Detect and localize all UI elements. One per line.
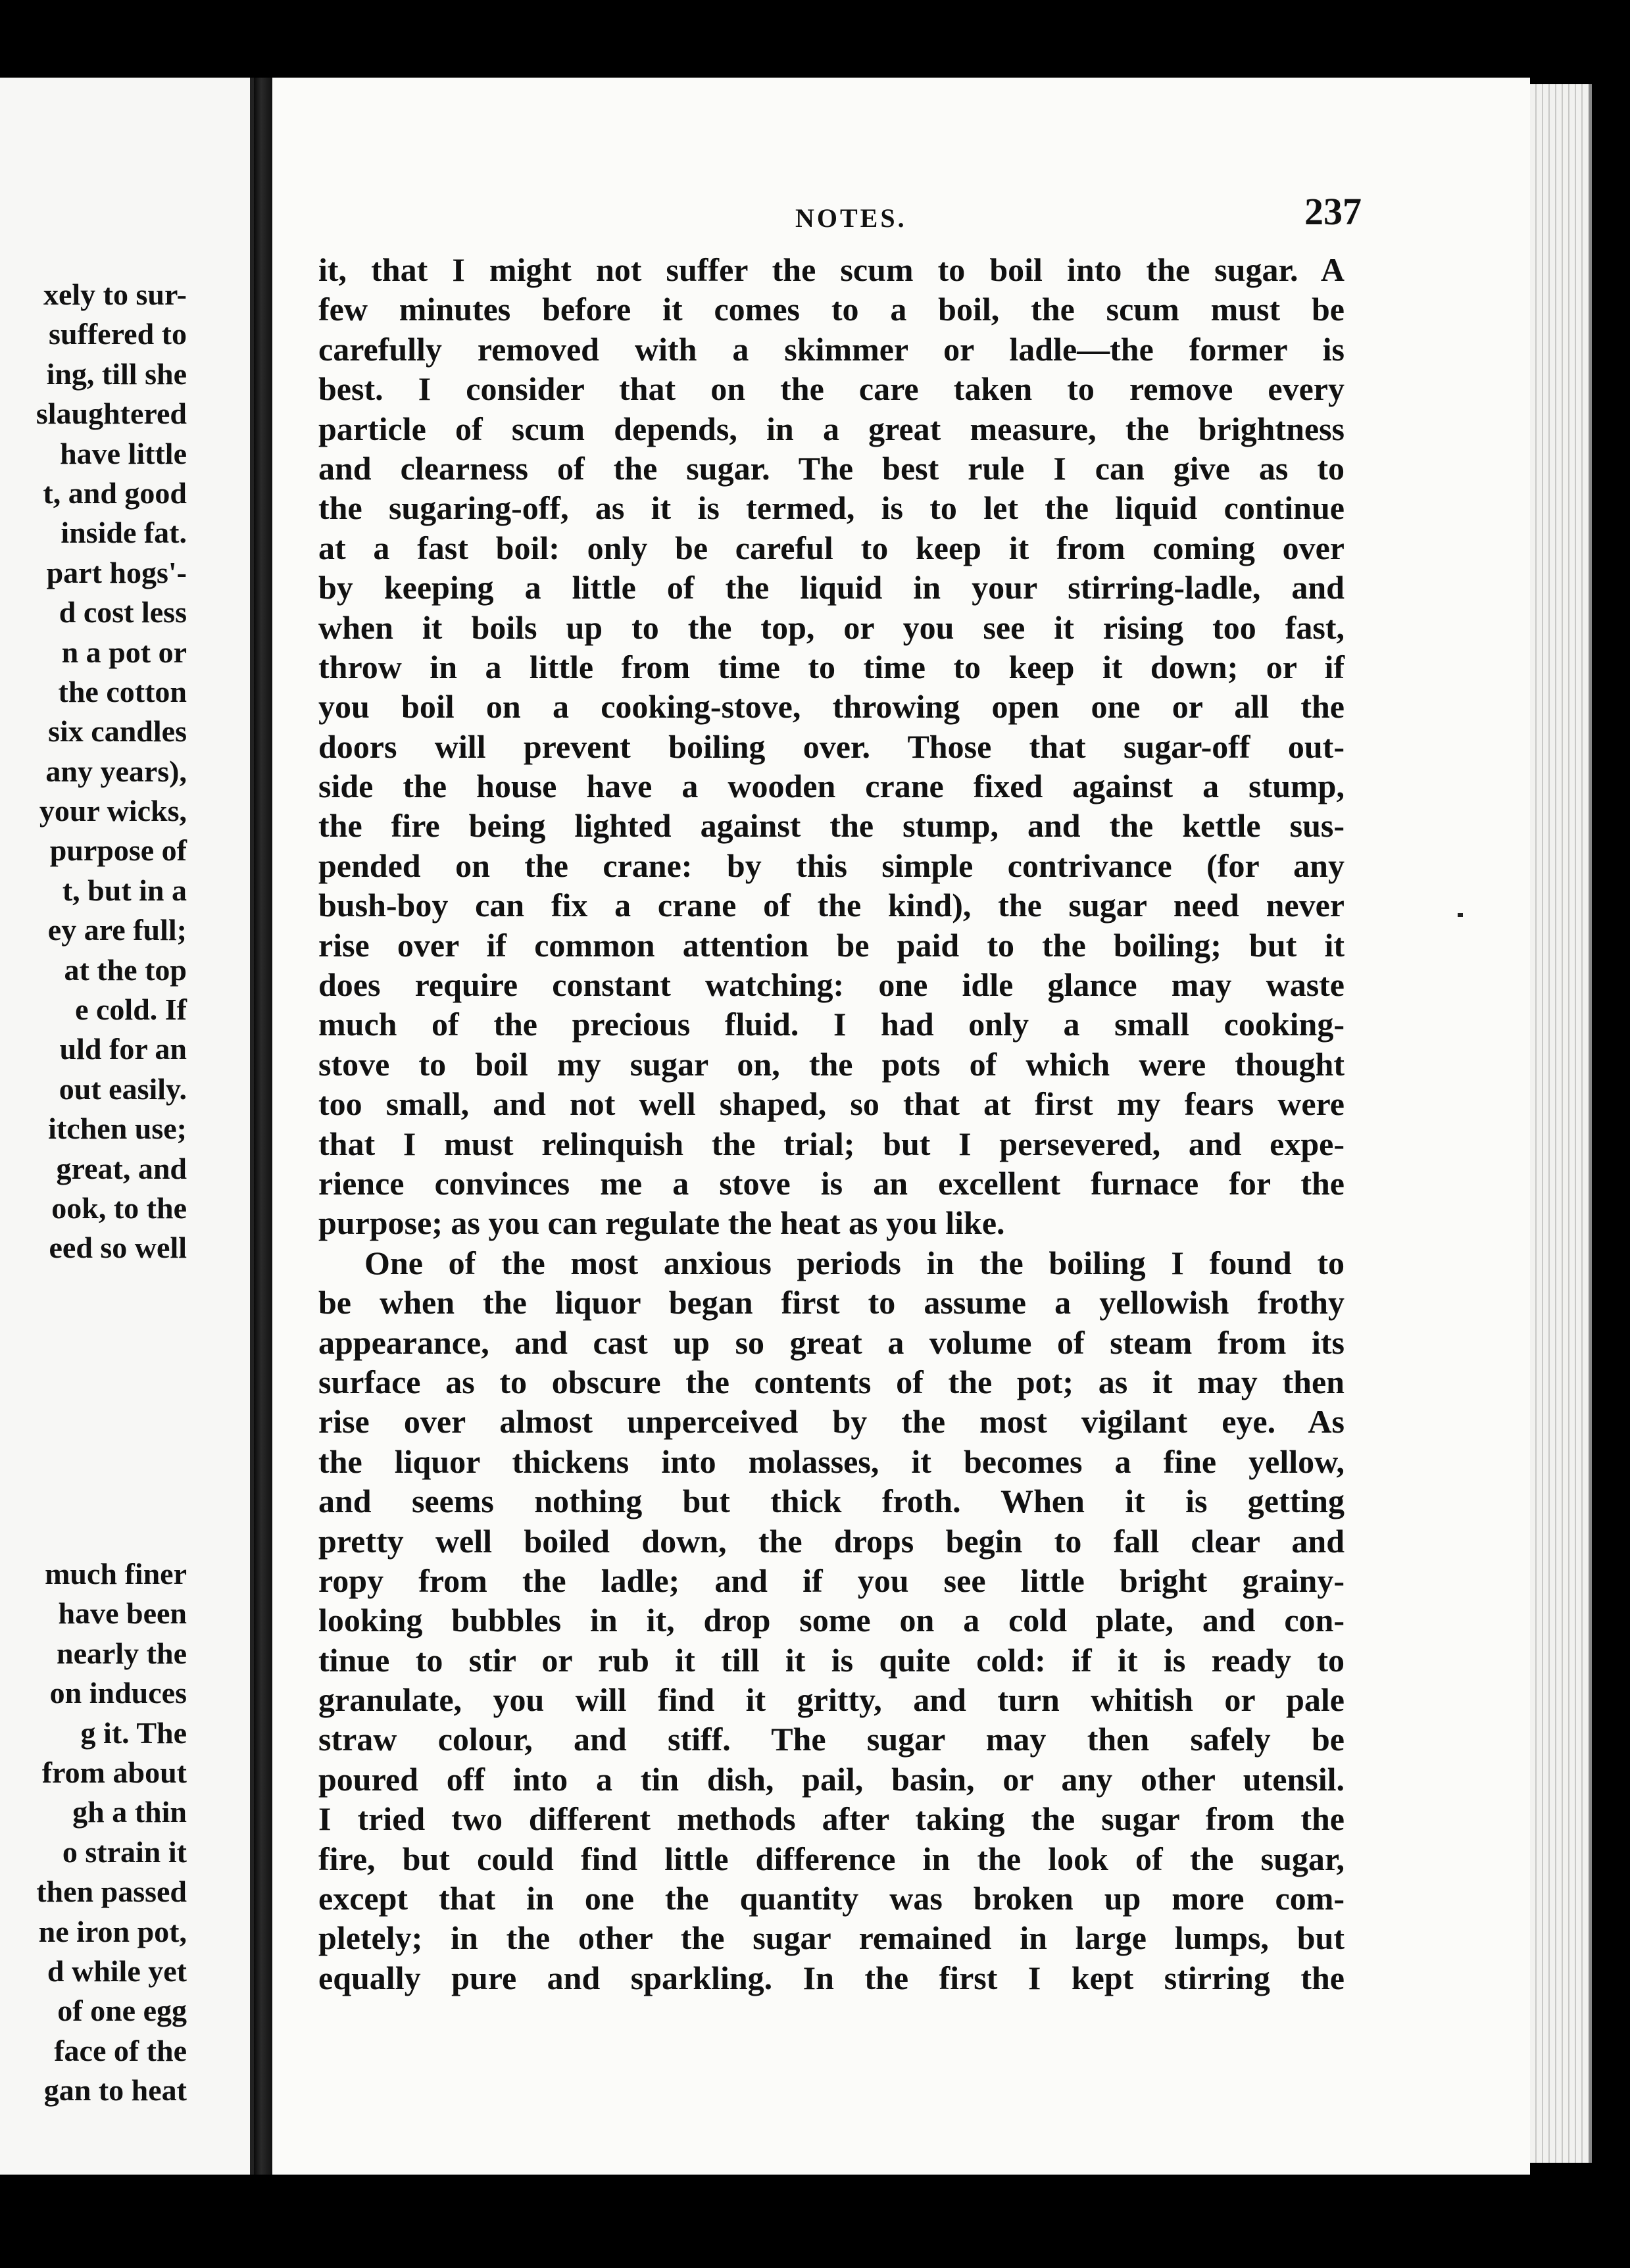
left-page-text-top xyxy=(0,275,250,1268)
left-page-line: purpose of xyxy=(49,833,187,868)
text-line: pretty well boiled down, the drops begin to fall clear and xyxy=(318,1522,1345,1560)
text-line: particle of scum depends, in a great measure, the brightness xyxy=(318,410,1345,447)
text-line: rise over almost unperceived by the most vigilant eye. As xyxy=(318,1403,1345,1441)
running-head: NOTES. xyxy=(795,203,907,233)
left-page-line: part hogs'- xyxy=(46,555,187,589)
left-page-line: n a pot or xyxy=(61,635,187,669)
left-page-line: great, and xyxy=(56,1151,187,1185)
left-page-line: have been xyxy=(58,1596,187,1631)
left-page-line: gh a thin xyxy=(72,1795,187,1829)
left-page-line: of one egg xyxy=(57,1994,187,2028)
left-page-line: t, and good xyxy=(43,476,187,510)
left-page-line: the cotton xyxy=(58,674,187,708)
left-page-line: from about xyxy=(41,1755,187,1789)
text-line: the fire being lighted against the stump, and the kettle sus- xyxy=(318,807,1345,845)
text-line: carefully removed with a skimmer or ladle—the former is xyxy=(318,330,1345,368)
left-page-line: eed so well xyxy=(49,1231,187,1265)
text-line: ropy from the ladle; and if you see little bright grainy- xyxy=(318,1562,1345,1599)
text-line: you boil on a cooking-stove, throwing open one or all the xyxy=(318,688,1345,726)
left-page-line: have little xyxy=(60,436,187,470)
left-page-line: xely to sur- xyxy=(43,278,187,311)
left-page-line: any years), xyxy=(45,754,187,788)
left-page-line: at the top xyxy=(64,952,187,987)
text-line: by keeping a little of the liquid in your stirring-ladle, and xyxy=(318,569,1345,606)
text-line: doors will prevent boiling over. Those that sugar-off out- xyxy=(318,727,1345,765)
left-page-line: d cost less xyxy=(59,595,187,629)
text-line: stove to boil my sugar on, the pots of which were thought xyxy=(318,1045,1345,1083)
text-line: the liquor thickens into molasses, it becomes a fine yellow, xyxy=(318,1442,1345,1480)
left-page-line: much finer xyxy=(45,1557,187,1590)
text-line: and seems nothing but thick froth. When it is getting xyxy=(318,1483,1345,1520)
stray-mark xyxy=(1458,913,1463,917)
left-page-line: ing, till she xyxy=(46,357,187,391)
text-line: surface as to obscure the contents of the pot; as it may then xyxy=(318,1363,1345,1400)
left-page-line: nearly the xyxy=(56,1636,187,1670)
left-page-line: suffered to xyxy=(49,317,187,351)
left-page-line: inside fat. xyxy=(61,516,187,550)
paragraph-2 xyxy=(318,1243,1345,1998)
left-page-line: o strain it xyxy=(62,1835,187,1869)
paragraph-1 xyxy=(318,250,1345,1243)
left-page-line: d while yet xyxy=(47,1954,187,1988)
text-line: too small, and not well shaped, so that at first my fears were xyxy=(318,1085,1345,1123)
body-text xyxy=(318,250,1345,1998)
text-line: when it boils up to the top, or you see it rising too fast, xyxy=(318,608,1345,646)
text-line: rise over if common attention be paid to the boiling; but it xyxy=(318,926,1345,964)
text-line: throw in a little from time to time to keep it down; or if xyxy=(318,648,1345,685)
left-page-line: itchen use; xyxy=(48,1112,187,1146)
text-line: tinue to stir or rub it till it is quite cold: if it is ready to xyxy=(318,1641,1345,1679)
text-line: bush-boy can fix a crane of the kind), the sugar need never xyxy=(318,887,1345,924)
text-line: poured off into a tin dish, pail, basin, or any other utensil. xyxy=(318,1760,1345,1798)
left-page-line: ne iron pot, xyxy=(38,1914,187,1948)
text-line: the sugaring-off, as it is termed, is to let the liquid continue xyxy=(318,489,1345,527)
left-page-line: six candles xyxy=(48,714,187,749)
text-line: much of the precious fluid. I had only a small cooking- xyxy=(318,1006,1345,1043)
text-line: granulate, you will find it gritty, and turn whitish or pale xyxy=(318,1681,1345,1719)
text-line: pletely; in the other the sugar remained in large lumps, but xyxy=(318,1919,1345,1957)
left-page-line: out easily. xyxy=(59,1072,187,1106)
text-line: and clearness of the sugar. The best rule I can give as to xyxy=(318,449,1345,487)
left-page-line: uld for an xyxy=(59,1032,187,1066)
left-page-line: on induces xyxy=(49,1676,187,1710)
text-line: straw colour, and stiff. The sugar may then safely be xyxy=(318,1721,1345,1758)
right-page xyxy=(272,78,1530,2175)
left-page-line: your wicks, xyxy=(39,794,187,828)
left-page-line: g it. The xyxy=(80,1715,187,1750)
left-page-line: gan to heat xyxy=(43,2073,187,2108)
text-line: at a fast boil: only be careful to keep it from coming over xyxy=(318,529,1345,566)
text-line: fire, but could find little difference in the look of the sugar, xyxy=(318,1840,1345,1877)
left-page-line: ey are full; xyxy=(47,913,187,947)
left-page-line: e cold. If xyxy=(75,993,187,1027)
text-line: pended on the crane: by this simple contrivance (for any xyxy=(318,847,1345,884)
text-line: equally pure and sparkling. In the first I kept stirring the xyxy=(318,1959,1345,1996)
text-line: few minutes before it comes to a boil, the scum must be xyxy=(318,291,1345,328)
text-line: I tried two different methods after taking the sugar from the xyxy=(318,1800,1345,1838)
text-line: does require constant watching: one idle glance may waste xyxy=(318,966,1345,1004)
page-number: 237 xyxy=(1304,190,1362,233)
left-page xyxy=(0,78,254,2175)
left-page-line: then passed xyxy=(36,1875,187,1909)
text-line: that I must relinquish the trial; but I persevered, and expe- xyxy=(318,1125,1345,1162)
text-line: except that in one the quantity was broken up more com- xyxy=(318,1880,1345,1917)
text-line: rience convinces me a stove is an excellent furnace for the xyxy=(318,1164,1345,1202)
book-gutter xyxy=(254,78,272,2175)
text-line: side the house have a wooden crane fixed against a stump, xyxy=(318,768,1345,805)
left-page-line: face of the xyxy=(54,2033,187,2067)
text-line: be when the liquor began first to assume a yellowish frothy xyxy=(318,1284,1345,1321)
left-page-line: slaughtered xyxy=(36,397,187,431)
text-line: looking bubbles in it, drop some on a cold plate, and con- xyxy=(318,1602,1345,1639)
left-page-text-bottom xyxy=(0,1554,250,2110)
text-line: One of the most anxious periods in the boiling I found to xyxy=(364,1244,1345,1281)
text-line: best. I consider that on the care taken to remove every xyxy=(318,370,1345,408)
page-edges xyxy=(1530,84,1592,2163)
left-page-line: ook, to the xyxy=(51,1191,187,1225)
left-page-line: t, but in a xyxy=(62,873,187,907)
text-line: it, that I might not suffer the scum to boil into the sugar. A xyxy=(318,251,1345,288)
text-line: appearance, and cast up so great a volume of steam from its xyxy=(318,1323,1345,1361)
text-line: purpose; as you can regulate the heat as you like. xyxy=(318,1204,1005,1242)
